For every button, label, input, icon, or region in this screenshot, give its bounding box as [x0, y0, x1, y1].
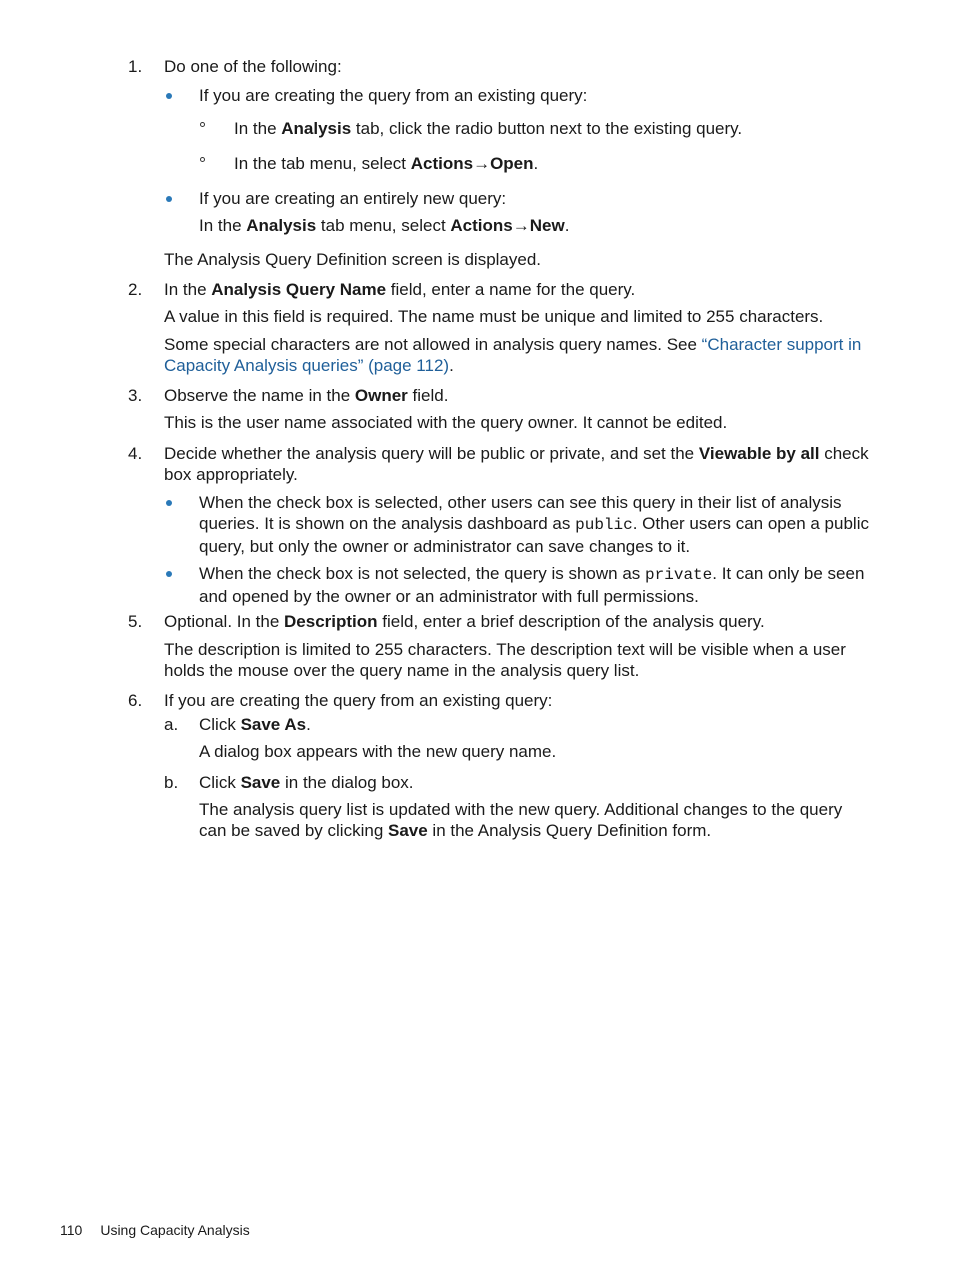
step-6b-result: The analysis query list is updated with the new query. Additional changes to the query can be saved by clicking Save in the Analysis Query Definition form.	[199, 800, 843, 840]
step-3-number: 3.	[128, 386, 143, 405]
step-6a-label: a.	[164, 715, 179, 734]
bullet-icon	[166, 500, 172, 506]
public-code: public	[575, 516, 633, 534]
step-6a-text: Click Save As.	[199, 715, 311, 734]
step-3-paragraph: This is the user name associated with the query owner. It cannot be edited.	[164, 413, 728, 432]
step-5-number: 5.	[128, 612, 143, 631]
step-2-text: In the Analysis Query Name field, enter a name for the query.	[164, 280, 636, 299]
step-1-sub-1: In the Analysis tab, click the radio button next to the existing query.	[234, 119, 743, 138]
step-1-sub-2: In the tab menu, select Actions→Open.	[234, 154, 539, 173]
step-6b-label: b.	[164, 773, 179, 792]
step-4-bullet-2: When the check box is not selected, the query is shown as private. It can only be seen and opened by the owner or an administrator with full permissions.	[199, 564, 865, 606]
step-2-paragraph-2: Some special characters are not allowed in analysis query names. See “Character support in Capacity Analysis queries” (page 112).	[164, 335, 862, 375]
step-5-text: Optional. In the Description field, enter a brief description of the analysis query.	[164, 612, 765, 631]
footer-section-title: Using Capacity Analysis	[100, 1222, 250, 1238]
circle-bullet-icon	[200, 122, 205, 127]
step-1-bullet-2: If you are creating an entirely new query:	[199, 189, 507, 208]
step-4-text: Decide whether the analysis query will be public or private, and set the Viewable by all check box appropriately.	[164, 444, 869, 484]
step-1-text: Do one of the following:	[164, 57, 342, 76]
step-1-result: The Analysis Query Definition screen is displayed.	[164, 250, 542, 269]
step-2-paragraph-1: A value in this field is required. The name must be unique and limited to 255 characters.	[164, 307, 824, 326]
step-6-number: 6.	[128, 691, 143, 710]
private-code: private	[645, 566, 713, 584]
arrow-icon: →	[473, 154, 491, 173]
step-5-paragraph: The description is limited to 255 characters. The description text will be visible when a user holds the mouse over the query name in the analysis query list.	[164, 640, 846, 680]
step-1-number: 1.	[128, 57, 143, 76]
step-3-text: Observe the name in the Owner field.	[164, 386, 449, 405]
bullet-icon	[166, 571, 172, 577]
step-6b-text: Click Save in the dialog box.	[199, 773, 414, 792]
arrow-icon: →	[512, 216, 530, 235]
bullet-icon	[166, 93, 172, 99]
step-2-number: 2.	[128, 280, 143, 299]
step-4-number: 4.	[128, 444, 143, 463]
character-support-link[interactable]: “Character support in Capacity Analysis queries” (page 112)	[164, 335, 862, 375]
step-4-bullet-1: When the check box is selected, other users can see this query in their list of analysis queries. It is shown on the analysis dashboard as public. Other users can open a public query, but only the owner or administrator can save changes to it.	[199, 493, 869, 556]
circle-bullet-icon	[200, 157, 205, 162]
page-number: 110	[60, 1222, 83, 1238]
step-1-bullet-2-detail: In the Analysis tab menu, select Actions→New.	[199, 216, 570, 235]
step-1-bullet-1: If you are creating the query from an existing query:	[199, 86, 588, 105]
page-footer	[60, 1222, 250, 1238]
step-6-text: If you are creating the query from an existing query:	[164, 691, 553, 710]
bullet-icon	[166, 196, 172, 202]
step-6a-result: A dialog box appears with the new query name.	[199, 742, 557, 761]
